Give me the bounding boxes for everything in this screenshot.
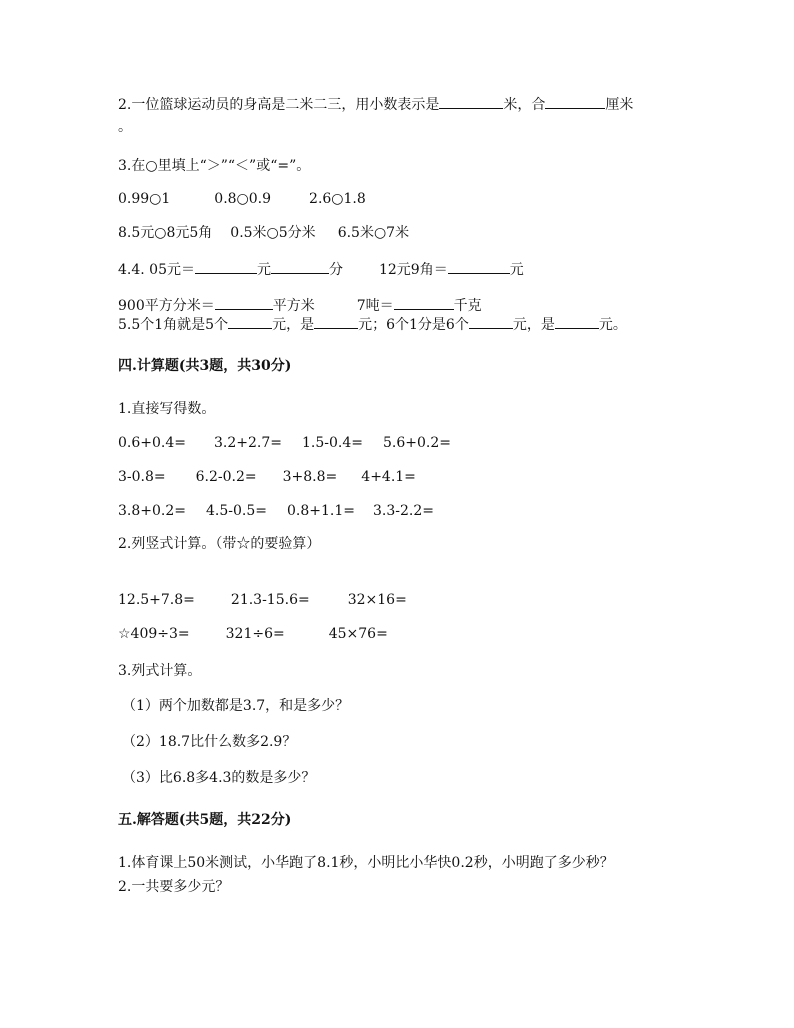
calc-item: 12.5+7.8= (118, 592, 195, 608)
q5-text: 元；6个1分是6个 (358, 317, 469, 333)
s4-q2-row-1 (118, 591, 407, 609)
calc-item: 3.3-2.2= (373, 503, 434, 519)
q4-text: 元 (509, 262, 524, 278)
question-5-line (118, 315, 627, 334)
s4-q1-title: 1.直接写得数。 (118, 401, 216, 417)
calc-item: ☆409÷3= (118, 626, 190, 642)
q5-blank[interactable] (314, 315, 358, 329)
question-2-line (118, 95, 633, 114)
s4-q2-row-2 (118, 625, 388, 643)
calc-item: 3.2+2.7= (214, 435, 282, 451)
q4-text: 千克 (453, 298, 482, 314)
section-5-heading: 五.解答题(共5题，共22分) (118, 812, 292, 828)
calc-item: 3-0.8= (118, 469, 166, 485)
s4-q3-item-1: （1）两个加数都是3.7，和是多少？ (122, 698, 350, 714)
q4-text: 7吨＝ (356, 298, 394, 314)
q3-item: 0.5米○5分米 (230, 225, 316, 241)
q2-blank-2[interactable] (545, 95, 605, 109)
s4-q1-row-1 (118, 434, 451, 452)
calc-item: 6.2-0.2= (195, 469, 257, 485)
question-3-row-2 (118, 224, 409, 242)
q2-text-3: 厘米 (605, 97, 634, 113)
s5-q1: 1.体育课上50米测试，小华跑了8.1秒，小明比小华快0.2秒，小明跑了多少秒？ (118, 855, 614, 871)
question-4-line-1 (118, 260, 524, 279)
q5-blank[interactable] (469, 315, 513, 329)
question-2-end (118, 118, 132, 136)
calc-item: 45×76= (328, 626, 388, 642)
q2-text-4: 。 (118, 119, 132, 135)
calc-item: 21.3-15.6= (230, 592, 310, 608)
q5-text: 元，是 (512, 317, 555, 333)
q3-item: 0.99○1 (118, 191, 171, 207)
calc-item: 0.6+0.4= (118, 435, 186, 451)
q4-text: 12元9角＝ (378, 262, 448, 278)
q4-text: 分 (328, 262, 343, 278)
q3-item: 0.8○0.9 (214, 191, 272, 207)
s4-q3-title: 3.列式计算。 (118, 663, 202, 679)
q4-text: 平方米 (272, 298, 315, 314)
q2-text-1: 2.一位篮球运动员的身高是二米二三，用小数表示是 (118, 97, 440, 113)
q5-text: 元，是 (272, 317, 315, 333)
s4-q3-item-2: （2）18.7比什么数多2.9？ (122, 734, 297, 750)
section-4-heading: 四.计算题(共3题，共30分) (118, 358, 292, 374)
s4-q2-title: 2.列竖式计算。（带☆的要验算） (118, 536, 321, 552)
calc-item: 4+4.1= (361, 469, 416, 485)
calc-item: 32×16= (347, 592, 407, 608)
q4-blank[interactable] (448, 260, 510, 274)
q5-blank[interactable] (228, 315, 272, 329)
q4-text: 4.4. 05元＝ (118, 262, 195, 278)
s4-q3-item-3: （3）比6.8多4.3的数是多少？ (122, 770, 316, 786)
s4-q1-row-3 (118, 502, 434, 520)
question-3-row-1 (118, 190, 366, 208)
calc-item: 3.8+0.2= (118, 503, 186, 519)
q5-blank[interactable] (555, 315, 599, 329)
question-3-title: 3.在○里填上“＞”“＜”或“=”。 (118, 158, 311, 174)
question-4-line-2 (118, 296, 482, 315)
q4-text: 900平方分米＝ (118, 298, 215, 314)
q3-item: 8.5元○8元5角 (118, 225, 213, 241)
calc-item: 321÷6= (225, 626, 285, 642)
calc-item: 3+8.8= (282, 469, 338, 485)
calc-item: 4.5-0.5= (206, 503, 267, 519)
q2-text-2: 米，合 (503, 97, 546, 113)
calc-item: 0.8+1.1= (287, 503, 355, 519)
q5-text: 5.5个1角就是5个 (118, 317, 229, 333)
q3-item: 2.6○1.8 (309, 191, 366, 207)
calc-item: 1.5-0.4= (302, 435, 363, 451)
q4-blank[interactable] (271, 260, 329, 274)
q3-item: 6.5米○7米 (337, 225, 410, 241)
calc-item: 5.6+0.2= (383, 435, 451, 451)
q4-text: 元 (256, 262, 271, 278)
q4-blank[interactable] (195, 260, 257, 274)
s4-q1-row-2 (118, 468, 416, 486)
q4-blank[interactable] (394, 296, 454, 310)
s5-q2: 2.一共要多少元？ (118, 879, 230, 895)
q4-blank[interactable] (215, 296, 273, 310)
q2-blank-1[interactable] (439, 95, 503, 109)
q5-text: 元。 (598, 317, 627, 333)
